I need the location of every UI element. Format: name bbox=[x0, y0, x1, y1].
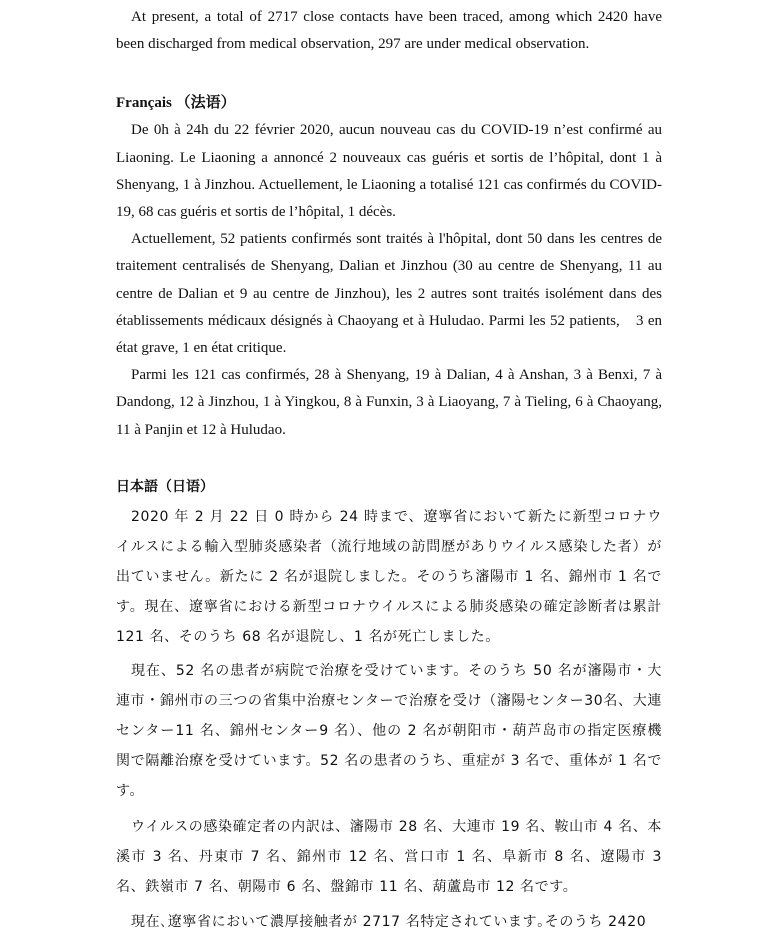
french-section-heading: Français （法语） bbox=[116, 95, 236, 112]
japanese-paragraph-1: 2020 年 2 月 22 日 0 時から 24 時まで、遼寧省において新たに新型コロナウイルスによる輸入型肺炎感染者（流行地域の訪問歴がありウイルス感染した者）が出ていません。新たに 2 名が退院しました。そのうち瀋陽市 1 名、錦州市 1 名です。現在、遼寧省における新型コロナウイルスによる肺炎感染の確定診断者は累計 121 名、そのうち 68 名が退院し、1 名が死亡しました。 bbox=[116, 508, 662, 645]
french-paragraph-2: Actuellement, 52 patients confirmés sont traités à l'hôpital, dont 50 dans les centres de traitement centralisés de Shenyang, Dalian et Jinzhou (30 au centre de Shenyang, 11 au centre de Dalian et 9 au centre de Jinzhou), les 2 autres sont traités isolément dans des établissements médicaux désignés à Chaoyang et à Huludao. Parmi les 52 patients, 3 en état grave, 1 en état critique. bbox=[116, 231, 662, 357]
japanese-section-heading: 日本語（日语） bbox=[116, 478, 214, 495]
french-paragraph-3: Parmi les 121 cas confirmés, 28 à Shenyang, 19 à Dalian, 4 à Anshan, 3 à Benxi, 7 à Dandong, 12 à Jinzhou, 1 à Yingkou, 8 à Funxin, 3 à Liaoyang, 7 à Tieling, 6 à Chaoyang, 11 à Panjin et 12 à Huludao. bbox=[116, 367, 662, 438]
french-paragraph-1: De 0h à 24h du 22 février 2020, aucun nouveau cas du COVID-19 n’est confirmé au Liaoning. Le Liaoning a annoncé 2 nouveaux cas guéris et sortis de l’hôpital, dont 1 à Shenyang, 1 à Jinzhou. Actuellement, le Liaoning a totalisé 121 cas confirmés du COVID-19, 68 cas guéris et sortis de l’hôpital, 1 décès. bbox=[116, 122, 662, 221]
japanese-paragraph-2: 現在、52 名の患者が病院で治療を受けています。そのうち 50 名が瀋陽市・大連市・錦州市の三つの省集中治療センターで治療を受け（瀋陽センター30名、大連センター11 名、錦州センター9 名）、他の 2 名が朝阳市・葫芦岛市の指定医療機関で隔離治療を受けています。52 名の患者のうち、重症が 3 名で、重体が 1 名です。 bbox=[116, 662, 662, 799]
document-page bbox=[116, 0, 662, 937]
japanese-paragraph-3: ウイルスの感染確定者の内訳は、瀋陽市 28 名、大連市 19 名、鞍山市 4 名、本溪市 3 名、丹東市 7 名、錦州市 12 名、営口市 1 名、阜新市 8 名、遼陽市 3 名、鉄嶺市 7 名、朝陽市 6 名、盤錦市 11 名、葫蘆島市 12 名です。 bbox=[116, 818, 662, 895]
japanese-paragraph-4: 現在､遼寧省において濃厚接触者が 2717 名特定されています｡そのうち 2420 bbox=[131, 913, 647, 930]
english-paragraph-1: At present, a total of 2717 close contacts have been traced, among which 2420 have been discharged from medical observation, 297 are under medical observation. bbox=[116, 9, 662, 53]
